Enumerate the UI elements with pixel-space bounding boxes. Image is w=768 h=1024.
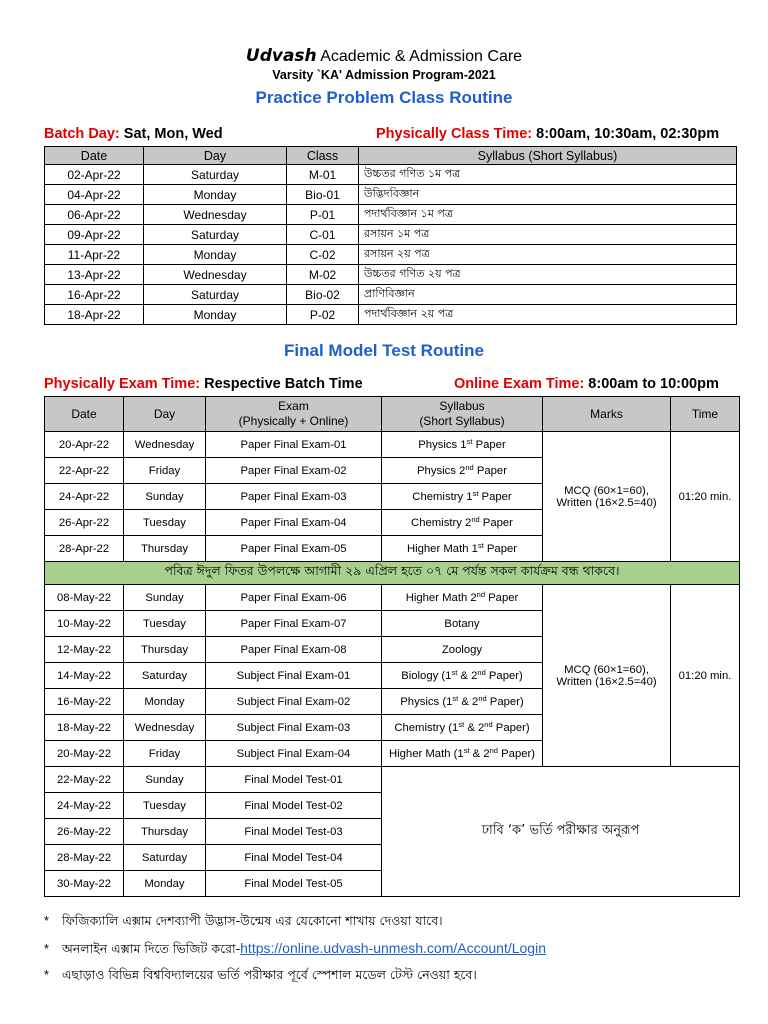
exam-header-marks: Marks (543, 397, 671, 432)
exam-date: 18-May-22 (45, 715, 124, 741)
exam-syllabus: Physics (1st & 2nd Paper) (382, 689, 543, 715)
physical-exam-label: Physically Exam Time: (44, 376, 201, 392)
bullet-star: * (44, 914, 49, 928)
bullet-star: * (44, 942, 49, 956)
exam-date: 30-May-22 (45, 871, 124, 897)
exam-syllabus: Biology (1st & 2nd Paper) (382, 663, 543, 689)
routine-date: 16-Apr-22 (45, 285, 144, 305)
exam-name: Subject Final Exam-02 (206, 689, 382, 715)
batch-day-info (44, 126, 223, 142)
note-text: ফিজিক্যালি এক্সাম দেশব্যাপী উদ্ভাস-উন্মেষ এর যেকোনো শাখায় দেওয়া যাবে। (62, 913, 443, 928)
exam-day: Monday (124, 689, 206, 715)
exam-marks: MCQ (60×1=60), Written (16×2.5=40) (543, 432, 671, 562)
exam-name: Final Model Test-05 (206, 871, 382, 897)
routine-syllabus: উচ্চতর গণিত ১ম পত্র (359, 165, 737, 185)
routine-row (45, 245, 737, 265)
routine-date: 09-Apr-22 (45, 225, 144, 245)
exam-syllabus: Chemistry 1st Paper (382, 484, 543, 510)
exam-day: Saturday (124, 845, 206, 871)
exam-header-syllabus: Syllabus (Short Syllabus) (382, 397, 543, 432)
bullet-star: * (44, 968, 49, 982)
exam-day: Thursday (124, 637, 206, 663)
exam-date: 20-May-22 (45, 741, 124, 767)
routine-date: 04-Apr-22 (45, 185, 144, 205)
exam-time: 01:20 min. (671, 585, 740, 767)
routine-header-class: Class (287, 147, 359, 165)
exam-date: 24-Apr-22 (45, 484, 124, 510)
note-text: এছাড়াও বিভিন্ন বিশ্ববিদ্যালয়ের ভর্তি পরীক্ষার পূর্বে স্পেশাল মডেল টেস্ট নেওয়া হবে। (62, 967, 477, 982)
batch-day-label: Batch Day: (44, 126, 120, 142)
exam-header-exam: Exam (Physically + Online) (206, 397, 382, 432)
routine-class: C-01 (287, 225, 359, 245)
exam-header-row (45, 397, 740, 432)
exam-marks: MCQ (60×1=60), Written (16×2.5=40) (543, 585, 671, 767)
exam-header-day: Day (124, 397, 206, 432)
online-exam-value: 8:00am to 10:00pm (584, 376, 719, 392)
exam-date: 16-May-22 (45, 689, 124, 715)
routine-class: P-02 (287, 305, 359, 325)
exam-name: Subject Final Exam-04 (206, 741, 382, 767)
exam-name: Paper Final Exam-05 (206, 536, 382, 562)
exam-row (45, 585, 740, 611)
exam-day: Thursday (124, 819, 206, 845)
routine-class: P-01 (287, 205, 359, 225)
exam-date: 22-Apr-22 (45, 458, 124, 484)
routine-syllabus: উদ্ভিদবিজ্ঞান (359, 185, 737, 205)
physical-exam-info (44, 376, 363, 392)
exam-header-time: Time (671, 397, 740, 432)
exam-syllabus: Physics 1st Paper (382, 432, 543, 458)
brand-name: Academic & Admission Care (316, 48, 523, 65)
exam-row (45, 767, 740, 793)
class-time-info (376, 126, 719, 142)
exam-name: Paper Final Exam-02 (206, 458, 382, 484)
class-time-label: Physically Class Time: (376, 126, 533, 142)
exam-date: 26-May-22 (45, 819, 124, 845)
routine-day: Saturday (144, 225, 287, 245)
exam-syllabus: Chemistry 2nd Paper (382, 510, 543, 536)
exam-date: 10-May-22 (45, 611, 124, 637)
note-text: অনলাইন এক্সাম দিতে ভিজিট করো- (62, 941, 241, 956)
exam-name: Paper Final Exam-03 (206, 484, 382, 510)
class-routine-table (44, 146, 737, 325)
exam-date: 14-May-22 (45, 663, 124, 689)
exam-name: Paper Final Exam-07 (206, 611, 382, 637)
exam-syllabus: Higher Math 2nd Paper (382, 585, 543, 611)
exam-day: Friday (124, 741, 206, 767)
routine-date: 06-Apr-22 (45, 205, 144, 225)
routine-date: 11-Apr-22 (45, 245, 144, 265)
routine-row (45, 285, 737, 305)
routine-day: Wednesday (144, 205, 287, 225)
exam-syllabus: Chemistry (1st & 2nd Paper) (382, 715, 543, 741)
brand-logo: Udvash (245, 46, 317, 66)
routine-day: Wednesday (144, 265, 287, 285)
exam-routine-table (44, 396, 740, 897)
exam-date: 20-Apr-22 (45, 432, 124, 458)
routine-date: 13-Apr-22 (45, 265, 144, 285)
note-online-exam (44, 940, 546, 961)
routine-header-syllabus: Syllabus (Short Syllabus) (359, 147, 737, 165)
exam-name: Paper Final Exam-06 (206, 585, 382, 611)
routine-date: 02-Apr-22 (45, 165, 144, 185)
exam-day: Friday (124, 458, 206, 484)
online-exam-label: Online Exam Time: (454, 376, 585, 392)
routine-header-date: Date (45, 147, 144, 165)
routine-syllabus: রসায়ন ১ম পত্র (359, 225, 737, 245)
routine-syllabus: রসায়ন ২য় পত্র (359, 245, 737, 265)
routine-day: Monday (144, 185, 287, 205)
note-special-model-test (44, 967, 477, 987)
routine-row (45, 305, 737, 325)
exam-name: Subject Final Exam-01 (206, 663, 382, 689)
routine-syllabus: প্রাণিবিজ্ঞান (359, 285, 737, 305)
exam-name: Paper Final Exam-04 (206, 510, 382, 536)
routine-day: Saturday (144, 165, 287, 185)
routine-title: Practice Problem Class Routine (255, 88, 513, 107)
exam-day: Tuesday (124, 611, 206, 637)
routine-day: Monday (144, 305, 287, 325)
routine-syllabus: উচ্চতর গণিত ২য় পত্র (359, 265, 737, 285)
exam-day: Wednesday (124, 715, 206, 741)
exam-syllabus: Zoology (382, 637, 543, 663)
exam-day: Wednesday (124, 432, 206, 458)
routine-header-day: Day (144, 147, 287, 165)
exam-time: 01:20 min. (671, 432, 740, 562)
exam-name: Final Model Test-04 (206, 845, 382, 871)
routine-row (45, 205, 737, 225)
routine-row (45, 165, 737, 185)
exam-syllabus: Physics 2nd Paper (382, 458, 543, 484)
exam-day: Saturday (124, 663, 206, 689)
routine-class: M-01 (287, 165, 359, 185)
model-test-note: ঢাবি ‘ক’ ভর্তি পরীক্ষার অনুরূপ (382, 767, 740, 897)
exam-syllabus: Higher Math (1st & 2nd Paper) (382, 741, 543, 767)
routine-class: M-02 (287, 265, 359, 285)
routine-row (45, 185, 737, 205)
exam-day: Sunday (124, 585, 206, 611)
routine-day: Saturday (144, 285, 287, 305)
exam-name: Final Model Test-02 (206, 793, 382, 819)
exam-name: Final Model Test-03 (206, 819, 382, 845)
batch-day-value: Sat, Mon, Wed (119, 126, 223, 142)
exam-date: 08-May-22 (45, 585, 124, 611)
exam-date: 28-Apr-22 (45, 536, 124, 562)
exam-syllabus: Botany (382, 611, 543, 637)
routine-class: C-02 (287, 245, 359, 265)
exam-date: 28-May-22 (45, 845, 124, 871)
program-name: Varsity `KA' Admission Program-2021 (272, 68, 496, 82)
exam-row (45, 432, 740, 458)
brand-line (0, 46, 768, 66)
exam-date: 22-May-22 (45, 767, 124, 793)
note-physical-exam (44, 913, 443, 933)
online-exam-info (454, 376, 719, 392)
exam-date: 12-May-22 (45, 637, 124, 663)
exam-name: Paper Final Exam-08 (206, 637, 382, 663)
final-model-title: Final Model Test Routine (284, 341, 484, 360)
exam-day: Monday (124, 871, 206, 897)
eid-holiday-notice: পবিত্র ঈদুল ফিতর উপলক্ষে আগামী ২৯ এপ্রিল হতে ০৭ মে পর্যন্ত সকল কার্যক্রম বন্ধ থাকবে। (45, 562, 740, 585)
exam-syllabus: Higher Math 1st Paper (382, 536, 543, 562)
exam-day: Tuesday (124, 793, 206, 819)
physical-exam-value: Respective Batch Time (200, 376, 363, 392)
routine-class: Bio-01 (287, 185, 359, 205)
exam-day: Thursday (124, 536, 206, 562)
routine-header-row (45, 147, 737, 165)
exam-name: Paper Final Exam-01 (206, 432, 382, 458)
exam-header-date: Date (45, 397, 124, 432)
routine-syllabus: পদার্থবিজ্ঞান ২য় পত্র (359, 305, 737, 325)
eid-notice-row (45, 562, 740, 585)
online-exam-link[interactable]: https://online.udvash-unmesh.com/Account/Login (240, 940, 546, 956)
routine-syllabus: পদার্থবিজ্ঞান ১ম পত্র (359, 205, 737, 225)
exam-day: Sunday (124, 484, 206, 510)
exam-day: Sunday (124, 767, 206, 793)
exam-day: Tuesday (124, 510, 206, 536)
routine-row (45, 225, 737, 245)
exam-name: Final Model Test-01 (206, 767, 382, 793)
routine-date: 18-Apr-22 (45, 305, 144, 325)
routine-class: Bio-02 (287, 285, 359, 305)
routine-row (45, 265, 737, 285)
class-time-value: 8:00am, 10:30am, 02:30pm (532, 126, 720, 142)
exam-name: Subject Final Exam-03 (206, 715, 382, 741)
exam-date: 24-May-22 (45, 793, 124, 819)
exam-date: 26-Apr-22 (45, 510, 124, 536)
routine-day: Monday (144, 245, 287, 265)
